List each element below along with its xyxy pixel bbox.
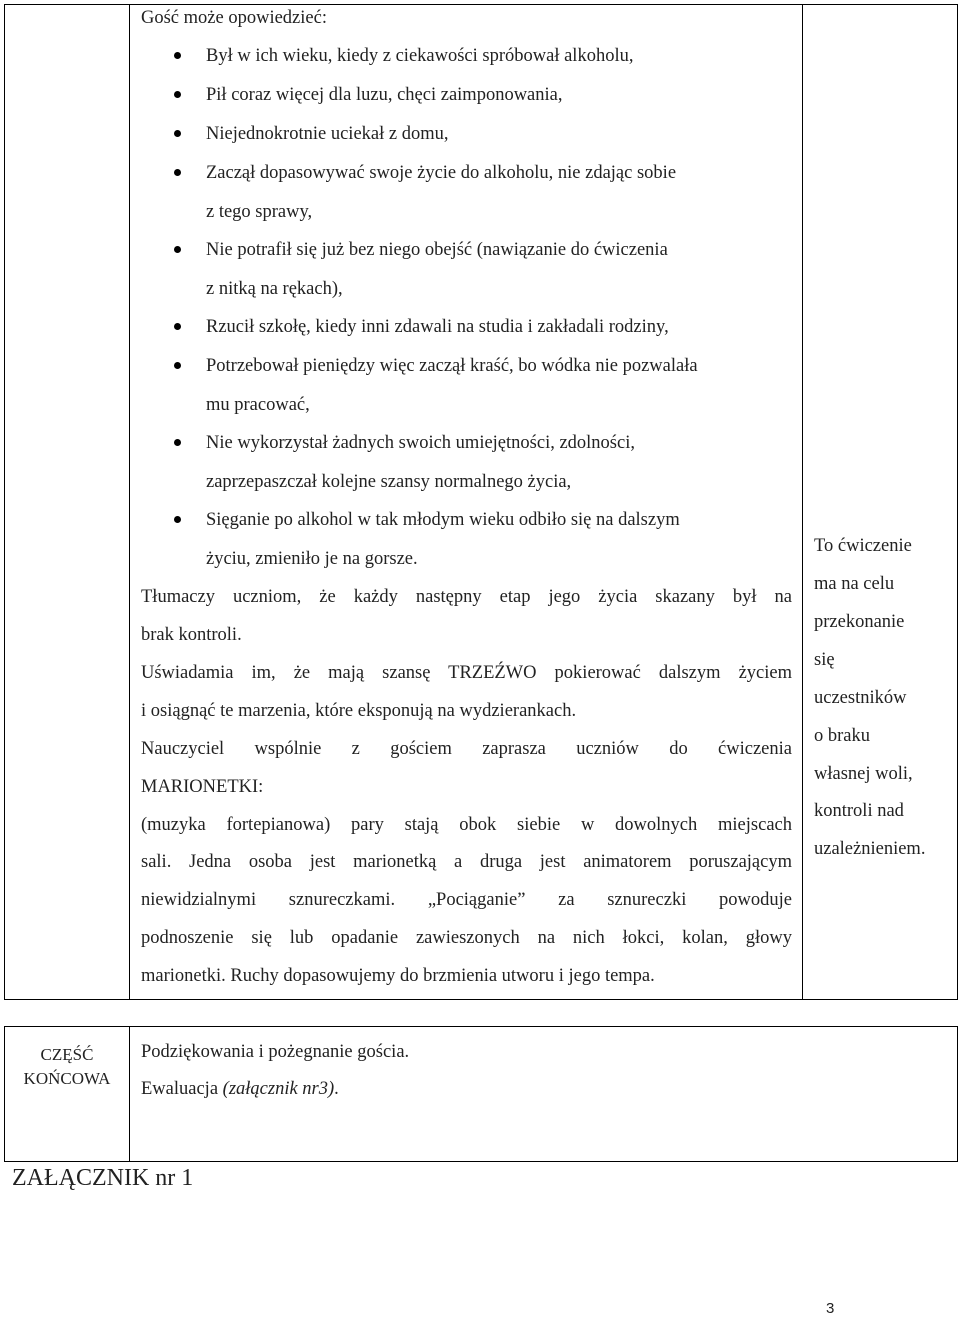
phase-label-line: CZĘŚĆ <box>40 1045 94 1064</box>
list-item-continuation: zaprzepaszczał kolejne szansy normalnego życia, <box>206 472 572 492</box>
paragraph-line: (muzyka fortepianowa) pary stają obok siebie w dowolnych miejscach <box>141 815 792 835</box>
list-item: Nie potrafił się już bez niego obejść (nawiązanie do ćwiczenia <box>206 240 668 260</box>
goal-line: uczestników <box>814 688 907 708</box>
list-item: Niejednokrotnie uciekał z domu, <box>206 124 449 144</box>
phase-label-line: KOŃCOWA <box>23 1069 111 1088</box>
list-item: Sięganie po alkohol w tak młodym wieku odbiło się na dalszym <box>206 510 680 530</box>
bullet-dot <box>174 91 181 98</box>
goal-line: własnej woli, <box>814 764 913 784</box>
paragraph-line: Tłumaczy uczniom, że każdy następny etap jego życia skazany był na <box>141 587 792 607</box>
list-item: Pił coraz więcej dla luzu, chęci zaimponowania, <box>206 85 563 105</box>
evaluation-period: . <box>334 1079 339 1099</box>
goal-line: uzależnieniem. <box>814 839 926 859</box>
paragraph-line: i osiągnąć te marzenia, które eksponują na wydzierankach. <box>141 701 577 721</box>
page-number: 3 <box>826 1300 835 1317</box>
intro-text: Gość może opowiedzieć: <box>141 8 327 28</box>
bullet-dot <box>174 52 181 59</box>
goal-line: o braku <box>814 726 870 746</box>
goal-line: To ćwiczenie <box>814 536 912 556</box>
paragraph-line: Uświadamia im, że mają szansę TRZEŹWO pokierować dalszym życiem <box>141 663 792 683</box>
list-item: Nie wykorzystał żadnych swoich umiejętności, zdolności, <box>206 433 635 453</box>
goal-line: przekonanie <box>814 612 905 632</box>
list-item-continuation: mu pracować, <box>206 395 310 415</box>
goal-line: się <box>814 650 835 670</box>
closing-item: Podziękowania i pożegnanie gościa. <box>141 1042 410 1062</box>
evaluation-item <box>141 1079 339 1099</box>
attachment-heading: ZAŁĄCZNIK nr 1 <box>12 1165 194 1191</box>
list-item-continuation: życiu, zmieniło je na gorsze. <box>206 549 418 569</box>
list-item: Był w ich wieku, kiedy z ciekawości spróbował alkoholu, <box>206 46 634 66</box>
paragraph-line: podnoszenie się lub opadanie zawieszonych na nich łokci, kolan, głowy <box>141 928 792 948</box>
evaluation-label: Ewaluacja <box>141 1079 223 1099</box>
bullet-dot <box>174 169 181 176</box>
bullet-dot <box>174 439 181 446</box>
bullet-dot <box>174 130 181 137</box>
bullet-dot <box>174 246 181 253</box>
paragraph-line: brak kontroli. <box>141 625 242 645</box>
attachment-reference: (załącznik nr3) <box>222 1079 335 1099</box>
bullet-dot <box>174 516 181 523</box>
goal-line: ma na celu <box>814 574 895 594</box>
list-item: Potrzebował pieniędzy więc zaczął kraść, bo wódka nie pozwalała <box>206 356 698 376</box>
list-item-continuation: z tego sprawy, <box>206 202 313 222</box>
paragraph-line: niewidzialnymi sznureczkami. „Pociąganie” za sznureczki powoduje <box>141 890 792 910</box>
goal-line: kontroli nad <box>814 801 904 821</box>
paragraph-line: MARIONETKI: <box>141 777 264 797</box>
bullet-dot <box>174 362 181 369</box>
bullet-dot <box>174 323 181 330</box>
list-item-continuation: z nitką na rękach), <box>206 279 343 299</box>
paragraph-line: sali. Jedna osoba jest marionetką a druga jest animatorem poruszającym <box>141 852 792 872</box>
list-item: Zaczął dopasowywać swoje życie do alkoholu, nie zdając sobie <box>206 163 677 183</box>
list-item: Rzucił szkołę, kiedy inni zdawali na studia i zakładali rodziny, <box>206 317 669 337</box>
paragraph-line: Nauczyciel wspólnie z gościem zaprasza uczniów do ćwiczenia <box>141 739 792 759</box>
paragraph-line: marionetki. Ruchy dopasowujemy do brzmienia utworu i jego tempa. <box>141 966 655 986</box>
